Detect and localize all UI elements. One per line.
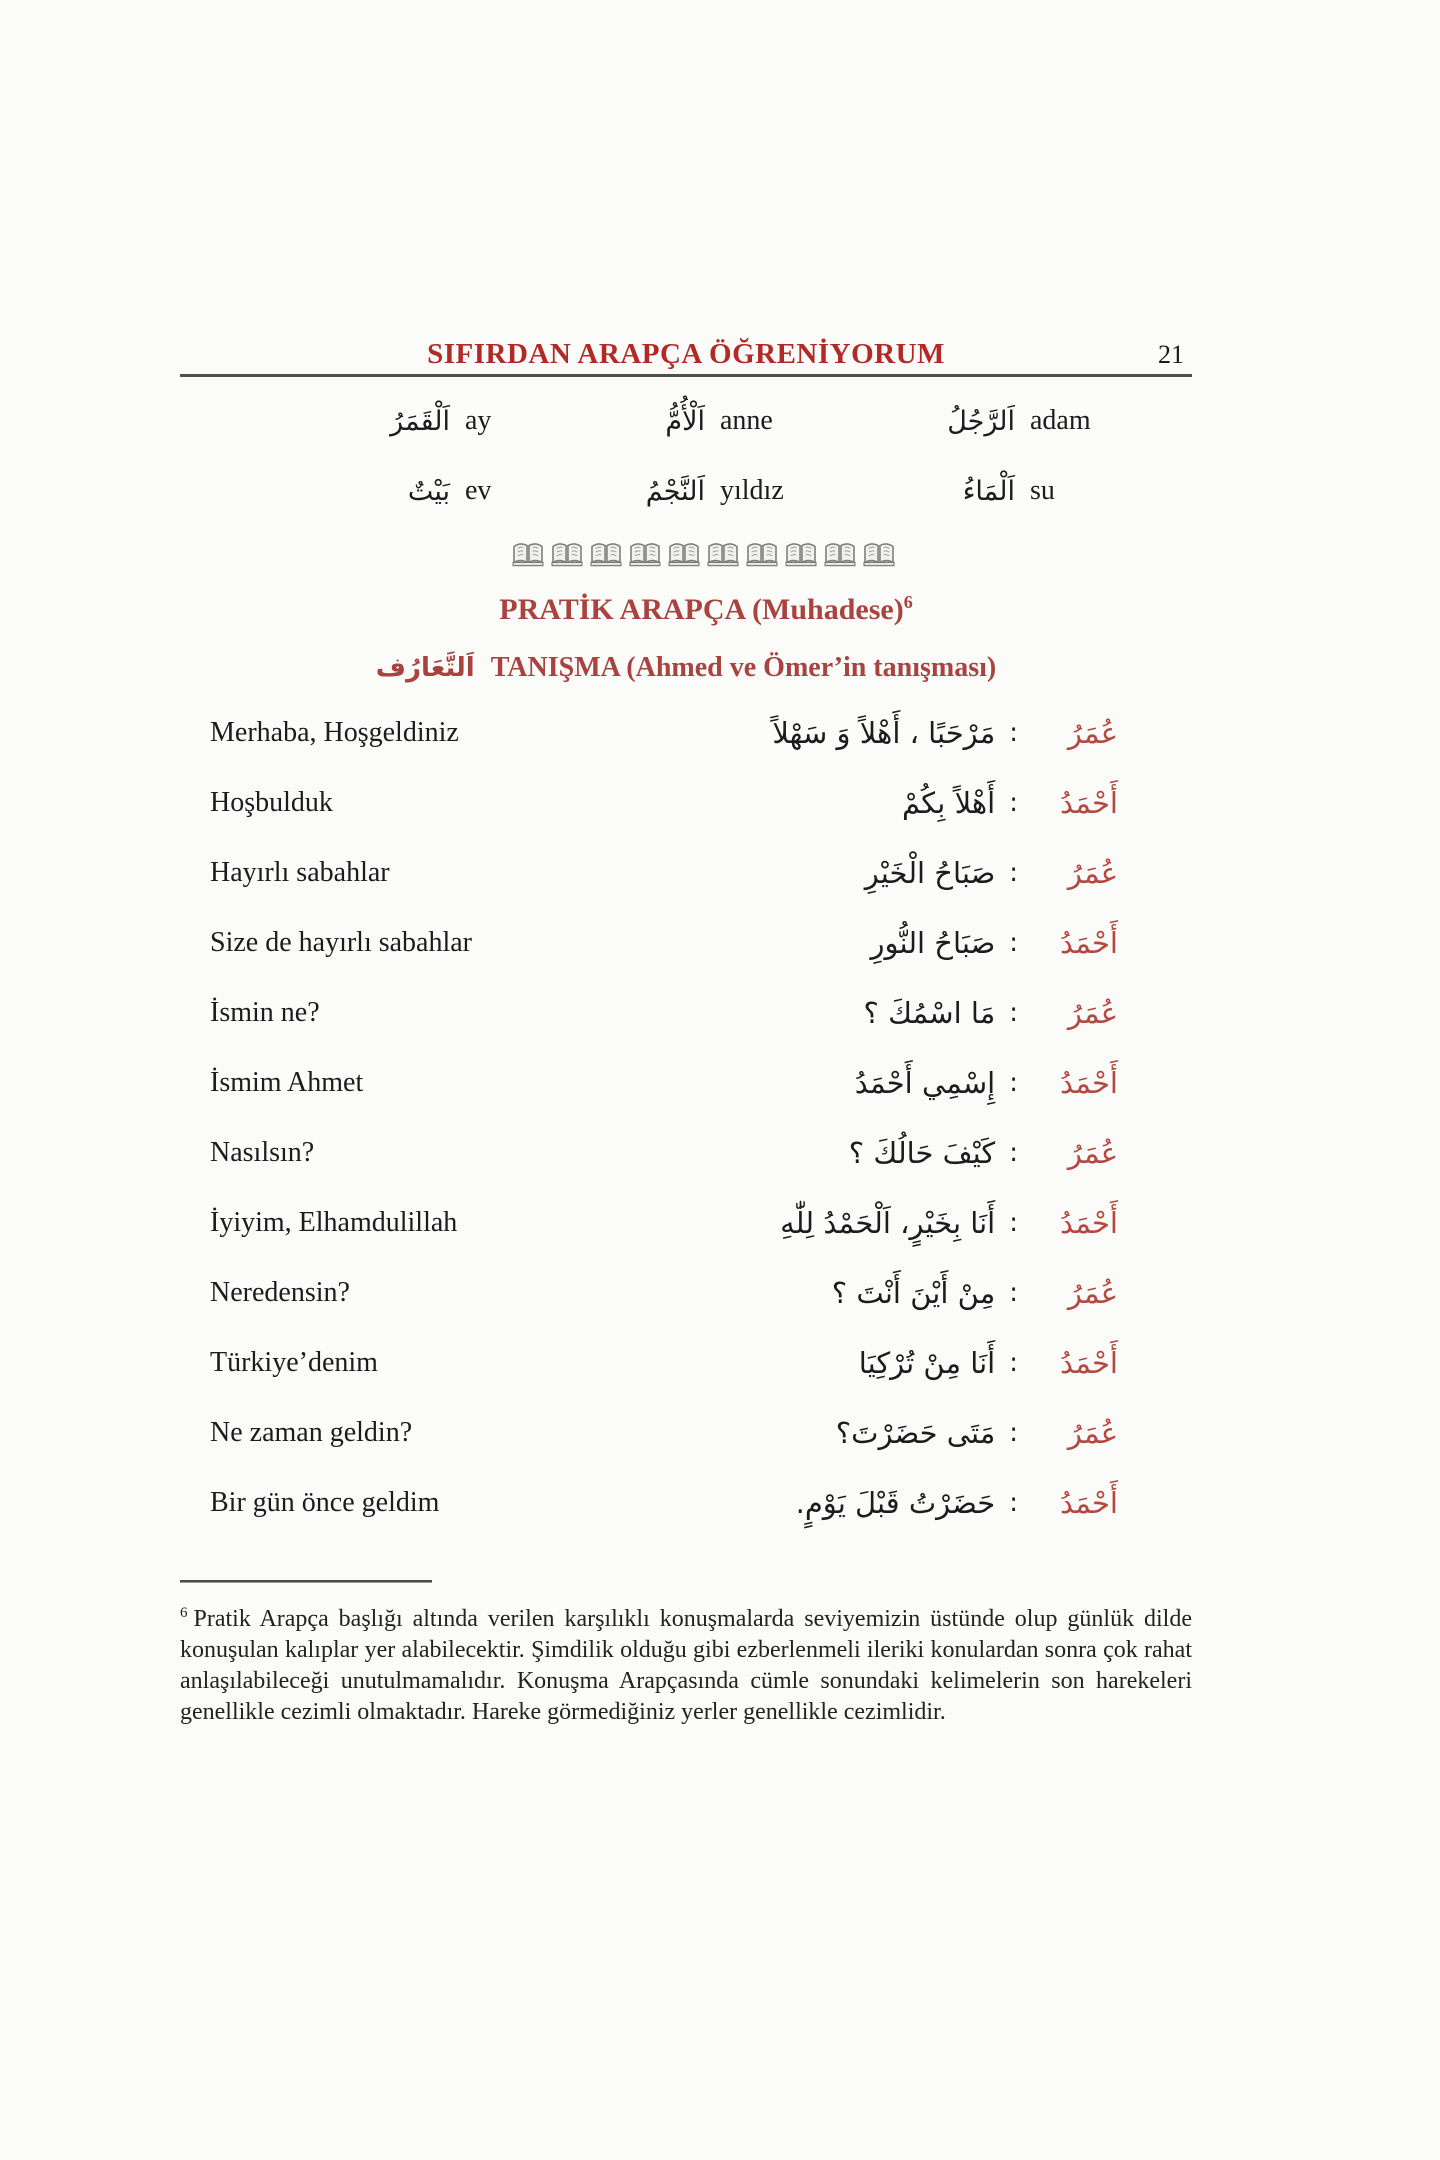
dialogue-colon: : [1009, 1208, 1018, 1238]
dialogue-speaker: أَحْمَدُ [1060, 1066, 1118, 1100]
dialogue-speaker: عُمَرُ [1067, 1276, 1118, 1310]
vocab-arabic: اَلْقَمَرُ [390, 405, 450, 437]
dialogue-row [180, 978, 1192, 1048]
vocab-pair [610, 475, 860, 507]
vocab-arabic: اَلْمَاءُ [962, 475, 1015, 507]
dialogue-arabic [855, 1066, 1118, 1100]
dialogue-phrase: أَنَا مِنْ تُرْكِيَا [858, 1346, 996, 1380]
dialogue-turkish: Nasılsın? [210, 1137, 315, 1168]
dialogue-colon: : [1009, 1138, 1018, 1168]
dialogue-phrase: كَيْفَ حَالُكَ ؟ [848, 1136, 996, 1170]
dialogue-turkish: Hayırlı sabahlar [210, 857, 390, 888]
dialogue-row [180, 908, 1192, 978]
dialogue-phrase: صَبَاحُ الْخَيْرِ [864, 856, 996, 890]
dialogue-colon: : [1009, 998, 1018, 1028]
dialogue-colon: : [1009, 1488, 1018, 1518]
dialogue-speaker: عُمَرُ [1067, 716, 1118, 750]
dialogue-colon: : [1009, 1348, 1018, 1378]
dialogue-phrase: أَهْلاً بِكُمْ [901, 786, 996, 820]
footnote-divider [180, 1580, 432, 1583]
vocab-pair [180, 475, 610, 507]
dialogue-turkish: Türkiye’denim [210, 1347, 378, 1378]
dialogue-turkish: İsmin ne? [210, 997, 320, 1028]
open-book-icon [511, 540, 545, 568]
dialogue-colon: : [1009, 1068, 1018, 1098]
dialogue-turkish: Neredensin? [210, 1277, 350, 1308]
dialogue-arabic [902, 786, 1118, 820]
vocabulary-list [180, 386, 1192, 526]
vocab-pair [180, 405, 610, 437]
dialogue-row [180, 1328, 1192, 1398]
open-book-icon [862, 540, 896, 568]
header-divider [180, 374, 1192, 377]
dialogue-row [180, 768, 1192, 838]
dialogue-arabic [780, 1206, 1118, 1240]
dialogue-speaker: أَحْمَدُ [1060, 1346, 1118, 1380]
open-book-icon [823, 540, 857, 568]
dialogue-row [180, 698, 1192, 768]
dialogue-phrase: مِنْ أَيْنَ أَنْتَ ؟ [831, 1276, 996, 1310]
dialogue-colon: : [1009, 718, 1018, 748]
dialogue-arabic [796, 1486, 1118, 1520]
vocab-arabic: اَلرَّجُلُ [947, 405, 1015, 437]
dialogue-turkish: İsmim Ahmet [210, 1067, 364, 1098]
dialogue-row [180, 1258, 1192, 1328]
dialogue-phrase: حَضَرْتُ قَبْلَ يَوْمٍ. [795, 1486, 996, 1520]
dialogue-colon: : [1009, 788, 1018, 818]
vocab-turkish: yıldız [720, 475, 784, 506]
vocab-arabic: اَلنَّجْمُ [645, 475, 705, 507]
section-divider [180, 540, 1192, 568]
vocab-row [180, 456, 1192, 526]
dialogue-row [180, 1188, 1192, 1258]
section-title-footnote-ref: 6 [903, 592, 913, 612]
dialogue-turkish: Bir gün önce geldim [210, 1487, 440, 1518]
dialogue-arabic [863, 996, 1118, 1030]
dialogue-turkish: Size de hayırlı sabahlar [210, 927, 473, 958]
dialogue-phrase: مَا اسْمُكَ ؟ [863, 996, 996, 1030]
dialogue-phrase: إِسْمِي أَحْمَدُ [854, 1066, 996, 1100]
section-title [180, 592, 1192, 627]
dialogue-turkish: Hoşbulduk [210, 787, 333, 818]
open-book-icon [784, 540, 818, 568]
dialogue-row [180, 838, 1192, 908]
dialogue-phrase: صَبَاحُ النُّورِ [870, 926, 996, 960]
page-title: SIFIRDAN ARAPÇA ÖĞRENİYORUM [427, 338, 945, 370]
section-title-text: PRATİK ARAPÇA (Muhadese) [499, 593, 904, 626]
vocab-arabic: بَيْتٌ [407, 475, 450, 507]
dialogue-arabic [832, 1276, 1118, 1310]
footnote [180, 1598, 1192, 1728]
dialogue-speaker: أَحْمَدُ [1060, 1486, 1118, 1520]
footnote-text: Pratik Arapça başlığı altında verilen karşılıklı konuşmalarda seviyemizin üstünde olup günlük dilde konuşulan kalıplar yer alabilecektir. Şimdilik olduğu gibi ezberlenmeli ileriki konulardan sonra çok rahat anlaşılabileceği unutulmamalıdır. Konuşma Arapçasında cümle sonundaki kelimelerin son harekeleri genellikle cezimli olmaktadır. Hareke görmediğiniz yerler genellikle cezimlidir. [180, 1606, 1192, 1725]
dialogue-speaker: أَحْمَدُ [1060, 786, 1118, 820]
dialogue-colon: : [1009, 1418, 1018, 1448]
vocab-pair [610, 405, 860, 437]
subtitle-turkish: TANIŞMA (Ahmed ve Ömer’in tanışması) [490, 652, 997, 683]
dialogue-turkish: Ne zaman geldin? [210, 1417, 413, 1448]
dialogue-speaker: عُمَرُ [1067, 1416, 1118, 1450]
open-book-icon [745, 540, 779, 568]
section-subtitle [180, 652, 1192, 684]
dialogue-colon: : [1009, 928, 1018, 958]
vocab-turkish: ev [465, 475, 492, 506]
vocab-pair [860, 475, 1192, 507]
dialogue-arabic [859, 1346, 1118, 1380]
dialogue-row [180, 1468, 1192, 1538]
book-page [180, 0, 1192, 2160]
open-book-icon [706, 540, 740, 568]
dialogue-turkish: İyiyim, Elhamdulillah [210, 1207, 458, 1238]
page-number: 21 [1158, 340, 1184, 369]
dialogue-list [180, 698, 1192, 1538]
dialogue-phrase: أَنَا بِخَيْرٍ، اَلْحَمْدُ لِلّٰهِ [780, 1206, 996, 1240]
vocab-turkish: anne [720, 405, 773, 436]
dialogue-arabic [865, 856, 1118, 890]
dialogue-phrase: مَرْحَبًا ، أَهْلاً وَ سَهْلاً [772, 716, 996, 750]
vocab-arabic: اَلْأُمُّ [665, 405, 705, 437]
vocab-turkish: adam [1030, 405, 1091, 436]
open-book-icon [667, 540, 701, 568]
dialogue-turkish: Merhaba, Hoşgeldiniz [210, 717, 459, 748]
subtitle-arabic: اَلتَّعَارُف [375, 653, 475, 683]
vocab-turkish: su [1030, 475, 1055, 506]
open-book-icon [589, 540, 623, 568]
vocab-pair [860, 405, 1192, 437]
dialogue-speaker: عُمَرُ [1067, 856, 1118, 890]
dialogue-arabic [836, 1416, 1118, 1450]
dialogue-speaker: عُمَرُ [1067, 1136, 1118, 1170]
dialogue-speaker: عُمَرُ [1067, 996, 1118, 1030]
running-header [180, 338, 1192, 374]
vocab-row [180, 386, 1192, 456]
dialogue-arabic [849, 1136, 1118, 1170]
open-book-icon [550, 540, 584, 568]
dialogue-phrase: مَتَى حَضَرْتَ؟ [835, 1416, 996, 1450]
dialogue-colon: : [1009, 858, 1018, 888]
open-book-icon [628, 540, 662, 568]
dialogue-row [180, 1398, 1192, 1468]
dialogue-colon: : [1009, 1278, 1018, 1308]
footnote-marker: 6 [180, 1605, 188, 1621]
dialogue-speaker: أَحْمَدُ [1060, 926, 1118, 960]
dialogue-arabic [772, 716, 1118, 750]
dialogue-speaker: أَحْمَدُ [1060, 1206, 1118, 1240]
vocab-turkish: ay [465, 405, 492, 436]
dialogue-row [180, 1048, 1192, 1118]
dialogue-arabic [870, 926, 1118, 960]
dialogue-row [180, 1118, 1192, 1188]
